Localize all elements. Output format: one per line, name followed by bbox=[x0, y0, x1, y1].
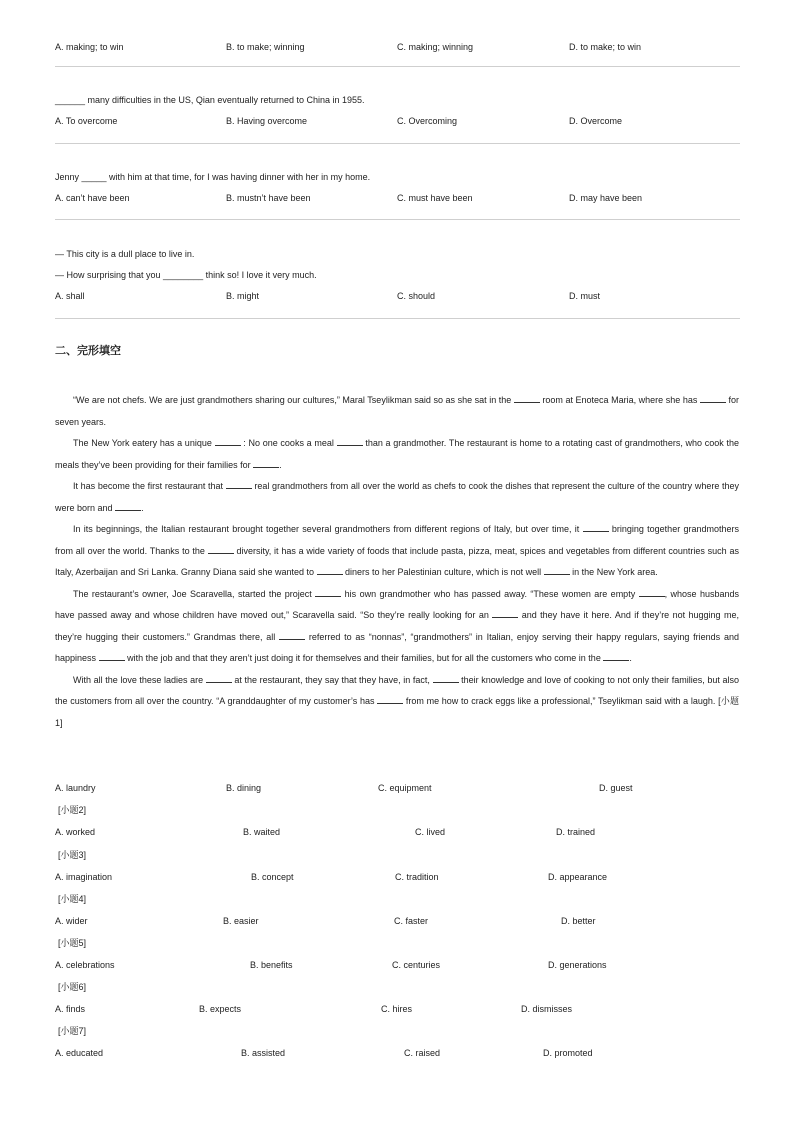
option-c[interactable]: C. tradition bbox=[395, 872, 439, 882]
option-c[interactable]: C. should bbox=[397, 291, 436, 301]
option-b[interactable]: B. to make; winning bbox=[226, 42, 305, 52]
passage-text: real grandmothers from all over the world as chefs to cook the dishes that represent the culture of the country where they were born and bbox=[55, 481, 740, 513]
blank-10[interactable] bbox=[317, 565, 343, 575]
passage-text: In its beginnings, the Italian restaurant brought together several grandmothers from different regions of Italy, but over time, it bbox=[73, 524, 580, 534]
option-c[interactable]: C. Overcoming bbox=[397, 116, 458, 126]
option-a[interactable]: A. imagination bbox=[55, 872, 113, 882]
option-b[interactable]: B. mustn’t have been bbox=[226, 193, 311, 203]
option-d[interactable]: D. may have been bbox=[569, 193, 643, 203]
option-b[interactable]: B. assisted bbox=[241, 1048, 286, 1058]
option-c[interactable]: C. centuries bbox=[392, 960, 441, 970]
passage-text: The New York eatery has a unique bbox=[73, 438, 212, 448]
option-d[interactable]: D. must bbox=[569, 291, 601, 301]
blank-11[interactable] bbox=[544, 565, 570, 575]
passage-text: referred to as “nonnas”, “grandmothers” in Italian, enjoy serving their happy regulars, saying friends and happiness bbox=[55, 631, 739, 663]
option-a[interactable]: A. shall bbox=[55, 291, 85, 301]
question-stem: ______ many difficulties in the US, Qian eventually returned to China in 1955. bbox=[55, 95, 365, 105]
section-title: 二、完形填空 bbox=[55, 345, 121, 357]
passage-text: with the job and that they aren’t just doing it for themselves and their families, but for all the customers who come in the bbox=[127, 653, 601, 663]
option-a[interactable]: A. laundry bbox=[55, 783, 96, 793]
blank-4[interactable] bbox=[337, 436, 363, 446]
option-a[interactable]: A. worked bbox=[55, 827, 96, 837]
blank-7[interactable] bbox=[115, 501, 141, 511]
cloze-passage bbox=[55, 390, 739, 734]
passage-text: at the restaurant, they say that they have, in fact, bbox=[234, 674, 430, 685]
option-b[interactable]: B. easier bbox=[223, 916, 259, 926]
divider bbox=[55, 219, 740, 220]
option-c[interactable]: C. equipment bbox=[378, 783, 432, 793]
blank-17[interactable] bbox=[603, 651, 629, 661]
divider bbox=[55, 143, 740, 144]
option-d[interactable]: D. to make; to win bbox=[569, 42, 642, 52]
passage-text: , whose husbands have passed away and whose children have moved out,” Scaravella said. “So they’re really looking for an bbox=[55, 588, 739, 620]
blank-1[interactable] bbox=[514, 393, 540, 403]
blank-14[interactable] bbox=[492, 608, 518, 618]
blank-6[interactable] bbox=[226, 479, 252, 489]
blank-20[interactable] bbox=[377, 694, 403, 704]
blank-15[interactable] bbox=[279, 630, 305, 640]
option-d[interactable]: D. generations bbox=[548, 960, 607, 970]
option-c[interactable]: C. raised bbox=[404, 1048, 441, 1058]
option-c[interactable]: C. must have been bbox=[397, 193, 473, 203]
blank-9[interactable] bbox=[208, 544, 234, 554]
blank-19[interactable] bbox=[433, 673, 459, 683]
passage-text: for seven years. bbox=[55, 395, 739, 427]
sub-question-label: [小题3] bbox=[58, 850, 87, 860]
option-b[interactable]: B. dining bbox=[226, 783, 262, 793]
option-a[interactable]: A. To overcome bbox=[55, 116, 118, 126]
passage-text: . bbox=[141, 502, 144, 513]
passage-text: With all the love these ladies are bbox=[73, 674, 204, 685]
option-d[interactable]: D. promoted bbox=[543, 1048, 593, 1058]
paragraph-2 bbox=[55, 433, 739, 476]
option-a[interactable]: A. making; to win bbox=[55, 42, 124, 52]
option-d[interactable]: D. Overcome bbox=[569, 116, 623, 126]
blank-13[interactable] bbox=[639, 587, 665, 597]
blank-5[interactable] bbox=[253, 458, 279, 468]
passage-text: diners to her Palestinian culture, which is not well bbox=[345, 567, 542, 577]
option-a[interactable]: A. can’t have been bbox=[55, 193, 130, 203]
option-a[interactable]: A. finds bbox=[55, 1004, 86, 1014]
sub-question-label: [小题4] bbox=[58, 894, 87, 904]
blank-2[interactable] bbox=[700, 393, 726, 403]
paragraph-1 bbox=[55, 390, 739, 433]
passage-text: “We are not chefs. We are just grandmothers sharing our cultures,” Maral Tseylikman said so as she sat in the bbox=[73, 395, 512, 405]
sub-question-label: [小题7] bbox=[58, 1026, 87, 1036]
passage-text: . bbox=[279, 459, 282, 470]
option-b[interactable]: B. expects bbox=[199, 1004, 242, 1014]
passage-text: and they have it here. And if they’re not hugging me, they’re hugging their customers.” Grandmas there, all bbox=[55, 610, 739, 642]
question-stem: Jenny _____ with him at that time, for I was having dinner with her in my home. bbox=[55, 172, 371, 182]
passage-text: It has become the first restaurant that bbox=[73, 481, 224, 491]
option-b[interactable]: B. concept bbox=[251, 872, 294, 882]
paragraph-5 bbox=[55, 584, 739, 670]
sub-question-label: [小题6] bbox=[58, 982, 87, 992]
paragraph-3 bbox=[55, 476, 739, 519]
question-stem-line-1: — This city is a dull place to live in. bbox=[55, 249, 195, 259]
option-b[interactable]: B. benefits bbox=[250, 960, 293, 970]
option-b[interactable]: B. waited bbox=[243, 827, 281, 837]
blank-16[interactable] bbox=[99, 651, 125, 661]
passage-text: room at Enoteca Maria, where she has bbox=[542, 395, 698, 405]
blank-18[interactable] bbox=[206, 673, 232, 683]
passage-text: The restaurant’s owner, Joe Scaravella, started the project bbox=[73, 588, 312, 599]
passage-text: diversity, it has a wide variety of foods that include pasta, pizza, meat, spices and vegetables from different countries such as Italy, Azerbaijan and Sri Lanka. Granny Diana said she wanted to bbox=[55, 545, 739, 577]
option-d[interactable]: D. dismisses bbox=[521, 1004, 573, 1014]
option-d[interactable]: D. appearance bbox=[548, 872, 608, 882]
option-a[interactable]: A. celebrations bbox=[55, 960, 115, 970]
sub-question-label: [小题2] bbox=[58, 805, 87, 815]
option-c[interactable]: C. lived bbox=[415, 827, 446, 837]
option-d[interactable]: D. trained bbox=[556, 827, 596, 837]
passage-text: their knowledge and love of cooking to not only their families, but also the customers from all over the country. “A granddaughter of my customer’s has bbox=[55, 674, 739, 706]
paragraph-6 bbox=[55, 670, 739, 735]
passage-text: . bbox=[629, 653, 632, 663]
option-c[interactable]: C. hires bbox=[381, 1004, 413, 1014]
divider bbox=[55, 318, 740, 319]
option-a[interactable]: A. wider bbox=[55, 916, 88, 926]
option-c[interactable]: C. faster bbox=[394, 916, 429, 926]
option-d[interactable]: D. guest bbox=[599, 783, 633, 793]
passage-text: his own grandmother who has passed away. “These women are empty bbox=[344, 588, 636, 599]
option-b[interactable]: B. might bbox=[226, 291, 260, 301]
blank-12[interactable] bbox=[315, 587, 341, 597]
passage-text: : No one cooks a meal bbox=[243, 438, 334, 448]
blank-3[interactable] bbox=[215, 436, 241, 446]
question-stem-line-2: — How surprising that you ________ think so! I love it very much. bbox=[55, 270, 317, 280]
blank-8[interactable] bbox=[583, 522, 609, 532]
passage-text: in the New York area. bbox=[572, 567, 658, 577]
passage-text: than a grandmother. The restaurant is home to a rotating cast of grandmothers, who cook the meals they’ve been providing for their families for bbox=[55, 438, 739, 470]
option-b[interactable]: B. Having overcome bbox=[226, 116, 308, 126]
divider bbox=[55, 66, 740, 67]
passage-text: bringing together grandmothers from all over the world. Thanks to the bbox=[55, 524, 739, 556]
paragraph-4 bbox=[55, 519, 739, 584]
passage-text: from me how to crack eggs like a professional,” Tseylikman said with a laugh. [小题1] bbox=[55, 696, 739, 728]
option-a[interactable]: A. educated bbox=[55, 1048, 104, 1058]
option-d[interactable]: D. better bbox=[561, 916, 596, 926]
sub-question-label: [小题5] bbox=[58, 938, 87, 948]
option-c[interactable]: C. making; winning bbox=[397, 42, 474, 52]
